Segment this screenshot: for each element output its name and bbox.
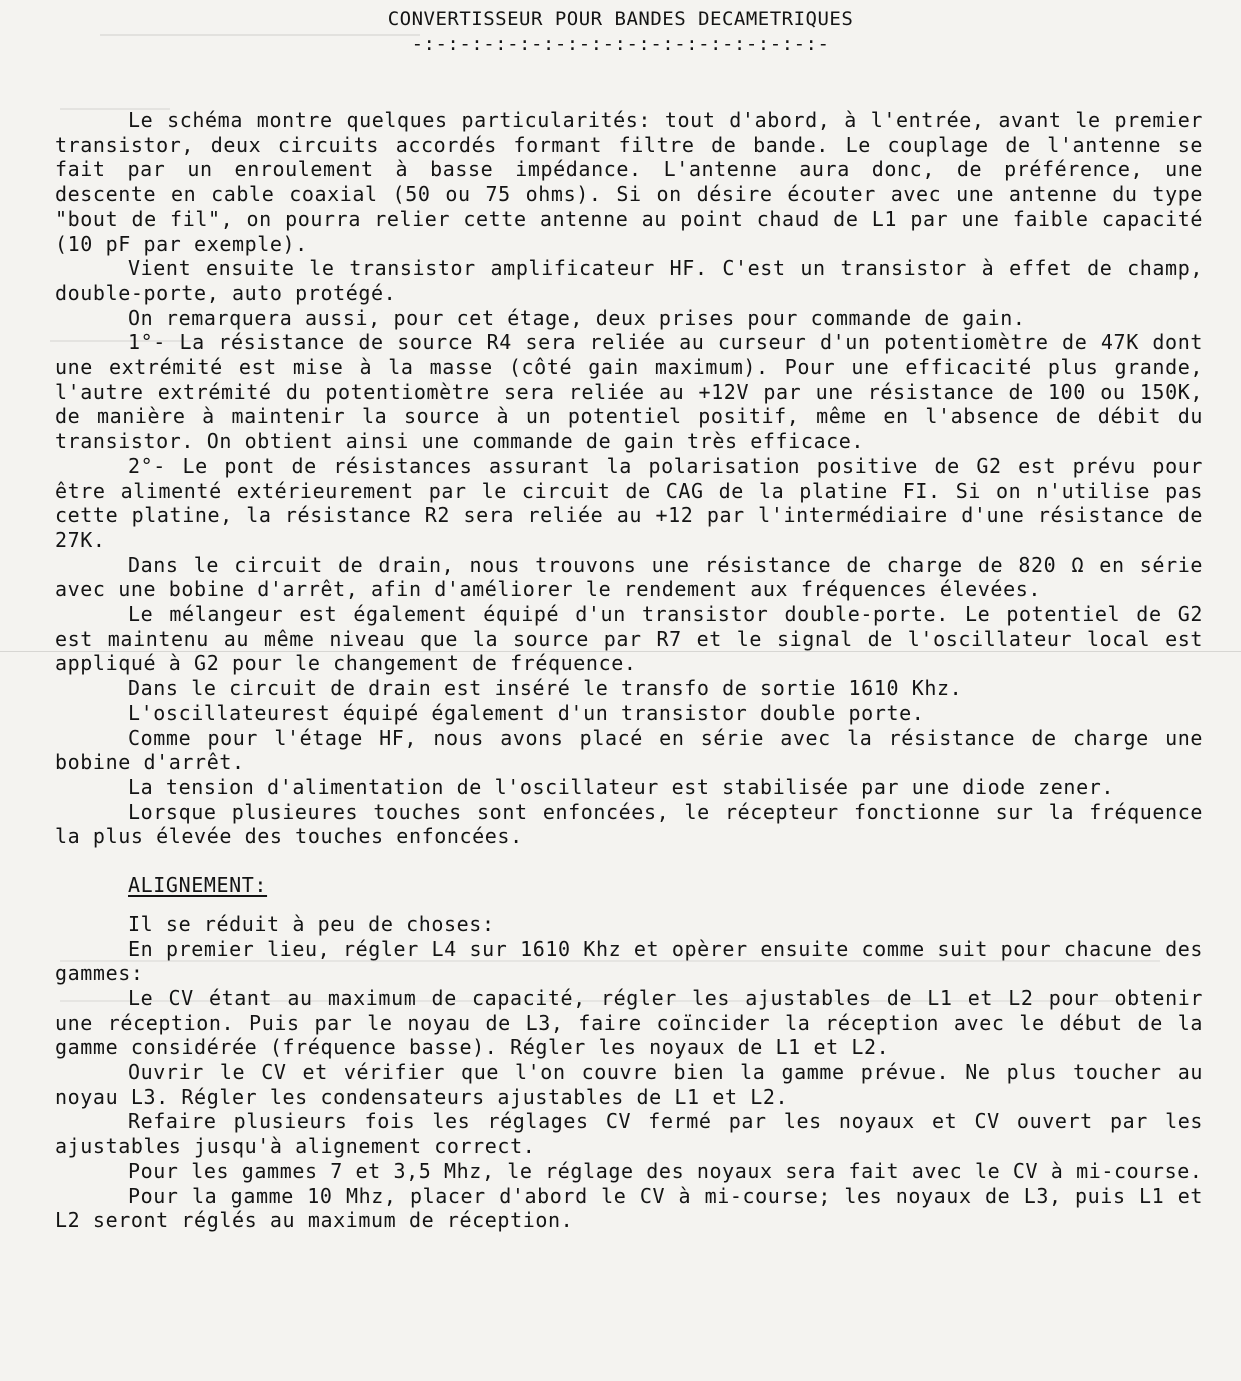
paragraph: Dans le circuit de drain est inséré le transfo de sortie 1610 Khz. — [128, 676, 963, 701]
paragraph: Le mélangeur est également équipé d'un transistor double-porte. Le potentiel de G2 est maintenu au même niveau que la source par R7 et le signal de l'oscillateur local est appliqué à G2 pour le changement de fréquence. — [55, 602, 1203, 676]
paragraph: Le CV étant au maximum de capacité, régler les ajustables de L1 et L2 pour obtenir une réception. Puis par le noyau de L3, faire coïncider la réception avec le début de la gamme considérée (fréquence basse). Régler les noyaux de L1 et L2. — [55, 985, 1203, 1060]
document-title: CONVERTISSEUR POUR BANDES DECAMETRIQUES — [387, 8, 854, 30]
title-underline-rule: -:-:-:-:-:-:-:-:-:-:-:-:-:-:-:-:-:- — [411, 33, 830, 55]
paragraph: Pour la gamme 10 Mhz, placer d'abord le CV à mi-course; les noyaux de L3, puis L1 et L2 seront réglés au maximum de réception. — [55, 1183, 1203, 1233]
section-heading-alignement: ALIGNEMENT: — [128, 873, 268, 898]
paragraph: Il se réduit à peu de choses: — [128, 911, 495, 936]
paragraph: Ouvrir le CV et vérifier que l'on couvre bien la gamme prévue. Ne plus toucher au noyau L3. Régler les condensateurs ajustables de L1 et L2. — [55, 1060, 1203, 1109]
paragraph: Refaire plusieurs fois les réglages CV fermé par les noyaux et CV ouvert par les ajustables jusqu'à alignement correct. — [55, 1109, 1203, 1159]
paragraph: Le schéma montre quelques particularités: tout d'abord, à l'entrée, avant le premier transistor, deux circuits accordés formant filtre de bande. Le couplage de l'antenne se fait par un enroulement à basse impédance. L'antenne aura donc, de préférence, une descente en cable coaxial (50 ou 75 ohms). Si on désire écouter avec une antenne du type "bout de fil", on pourra relier cette antenne au point chaud de L1 par une faible capacité (10 pF par exemple). — [55, 108, 1203, 256]
paragraph: Vient ensuite le transistor amplificateur HF. C'est un transistor à effet de champ, double-porte, auto protégé. — [55, 256, 1203, 305]
paragraph: Comme pour l'étage HF, nous avons placé en série avec la résistance de charge une bobine d'arrêt. — [55, 725, 1203, 775]
paragraph: Lorsque plusieures touches sont enfoncées, le récepteur fonctionne sur la fréquence la plus élevée des touches enfoncées. — [55, 799, 1203, 849]
paragraph: La tension d'alimentation de l'oscillateur est stabilisée par une diode zener. — [128, 774, 1114, 799]
paragraph: On remarquera aussi, pour cet étage, deux prises pour commande de gain. — [128, 305, 1026, 330]
paragraph: En premier lieu, régler L4 sur 1610 Khz et opèrer ensuite comme suit pour chacune des gammes: — [55, 936, 1203, 986]
paragraph: L'oscillateurest équipé également d'un transistor double porte. — [128, 700, 925, 725]
document-body — [55, 108, 1203, 1233]
paragraph: 2°- Le pont de résistances assurant la polarisation positive de G2 est prévu pour être alimenté extérieurement par le circuit de CAG de la platine FI. Si on n'utilise pas cette platine, la résistance R2 sera reliée au +12 par l'intermédiaire d'une résistance de 27K. — [55, 453, 1203, 552]
paragraph: 1°- La résistance de source R4 sera reliée au curseur d'un potentiomètre de 47K dont une extrémité est mise à la masse (côté gain maximum). Pour une efficacité plus grande, l'autre extrémité du potentiomètre sera reliée au +12V par une résistance de 100 ou 150K, de manière à maintenir la source à un potentiel positif, même en l'absence de débit du transistor. On obtient ainsi une commande de gain très efficace. — [55, 330, 1203, 454]
paragraph: Pour les gammes 7 et 3,5 Mhz, le réglage des noyaux sera fait avec le CV à mi-course. — [128, 1158, 1203, 1183]
paragraph: Dans le circuit de drain, nous trouvons une résistance de charge de 820 Ω en série avec une bobine d'arrêt, afin d'améliorer le rendement aux fréquences élevées. — [55, 552, 1203, 602]
